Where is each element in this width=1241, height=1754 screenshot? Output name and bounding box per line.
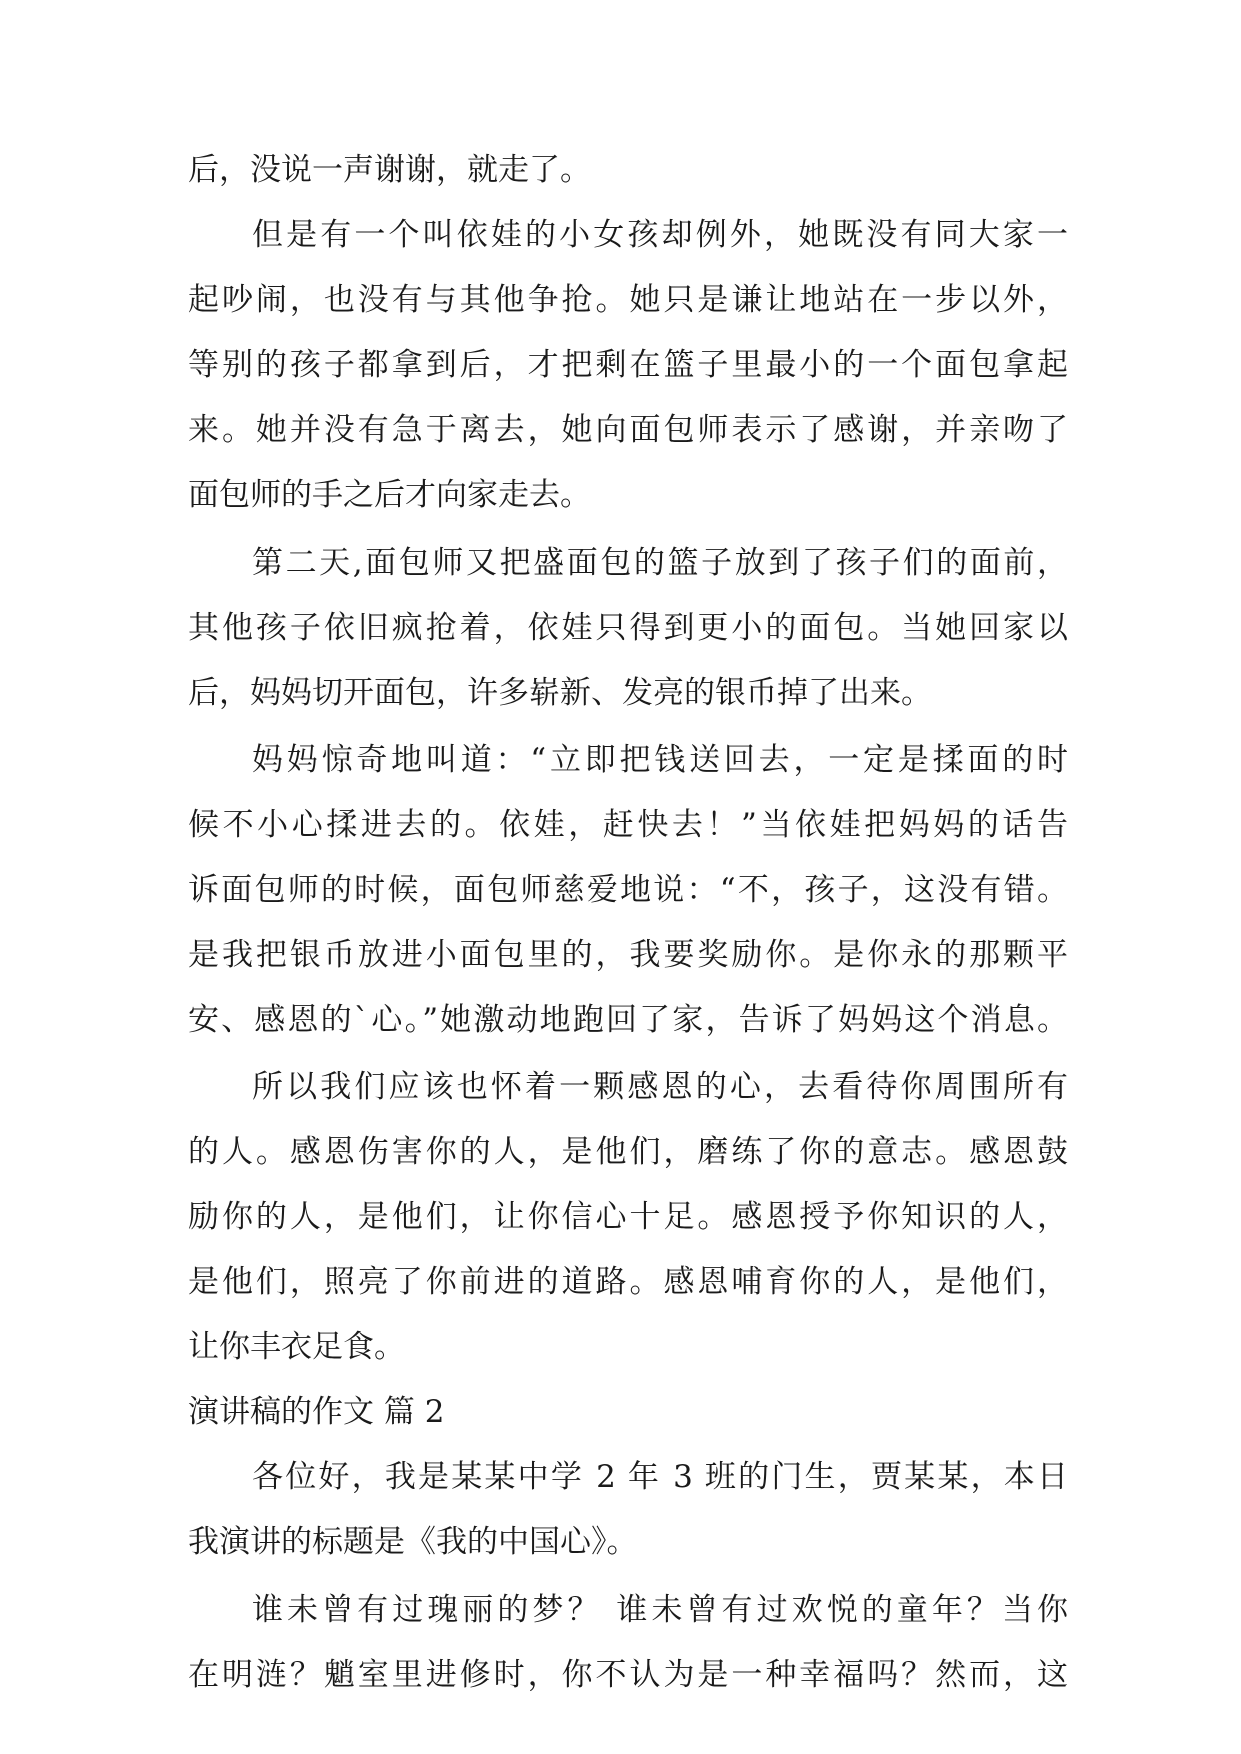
text-line: 后，没说一声谢谢，就走了。 bbox=[188, 152, 591, 188]
text-line: 第二天,面包师又把盛面包的篮子放到了孩子们的面前， bbox=[252, 545, 1068, 581]
text-line: 面包师的手之后才向家走去。 bbox=[188, 477, 591, 513]
text-line: 其他孩子依旧疯抢着，依娃只得到更小的面包。当她回家以 bbox=[188, 610, 1068, 646]
text-line: 妈妈惊奇地叫道：“立即把钱送回去，一定是揉面的时 bbox=[252, 742, 1068, 778]
text-line: 各位好，我是某某中学 2 年 3 班的门生，贾某某，本日 bbox=[252, 1459, 1068, 1495]
text-line: 我演讲的标题是《我的中国心》。 bbox=[188, 1524, 638, 1560]
text-line: 等别的孩子都拿到后，才把剩在篮子里最小的一个面包拿起 bbox=[188, 347, 1068, 383]
text-line: 是他们，照亮了你前进的道路。感恩哺育你的人，是他们， bbox=[188, 1264, 1068, 1300]
text-line: 候不小心揉进去的。依娃，赶快去！”当依娃把妈妈的话告 bbox=[188, 807, 1068, 843]
section-heading: 演讲稿的作文 篇 2 bbox=[188, 1394, 445, 1430]
text-line: 诉面包师的时候，面包师慈爱地说：“不，孩子，这没有错。 bbox=[188, 872, 1068, 908]
text-line: 后，妈妈切开面包，许多崭新、发亮的银币掉了出来。 bbox=[188, 675, 932, 711]
text-line: 来。她并没有急于离去，她向面包师表示了感谢，并亲吻了 bbox=[188, 412, 1068, 448]
text-line: 让你丰衣足食。 bbox=[188, 1329, 405, 1365]
text-line: 安、感恩的`心。”她激动地跑回了家，告诉了妈妈这个消息。 bbox=[188, 1002, 1068, 1038]
text-line: 谁未曾有过瑰丽的梦？ 谁未曾有过欢悦的童年？当你 bbox=[252, 1592, 1068, 1628]
text-line: 所以我们应该也怀着一颗感恩的心，去看待你周围所有 bbox=[252, 1069, 1068, 1105]
text-line: 在明涟？魈室里进修时，你不认为是一种幸福吗？然而，这 bbox=[188, 1657, 1068, 1693]
text-line: 励你的人，是他们，让你信心十足。感恩授予你知识的人， bbox=[188, 1199, 1068, 1235]
text-line: 起吵闹，也没有与其他争抢。她只是谦让地站在一步以外， bbox=[188, 282, 1068, 318]
text-line: 是我把银币放进小面包里的，我要奖励你。是你永的那颗平 bbox=[188, 937, 1068, 973]
text-line: 的人。感恩伤害你的人，是他们，磨练了你的意志。感恩鼓 bbox=[188, 1134, 1068, 1170]
text-line: 但是有一个叫依娃的小女孩却例外，她既没有同大家一 bbox=[252, 217, 1068, 253]
